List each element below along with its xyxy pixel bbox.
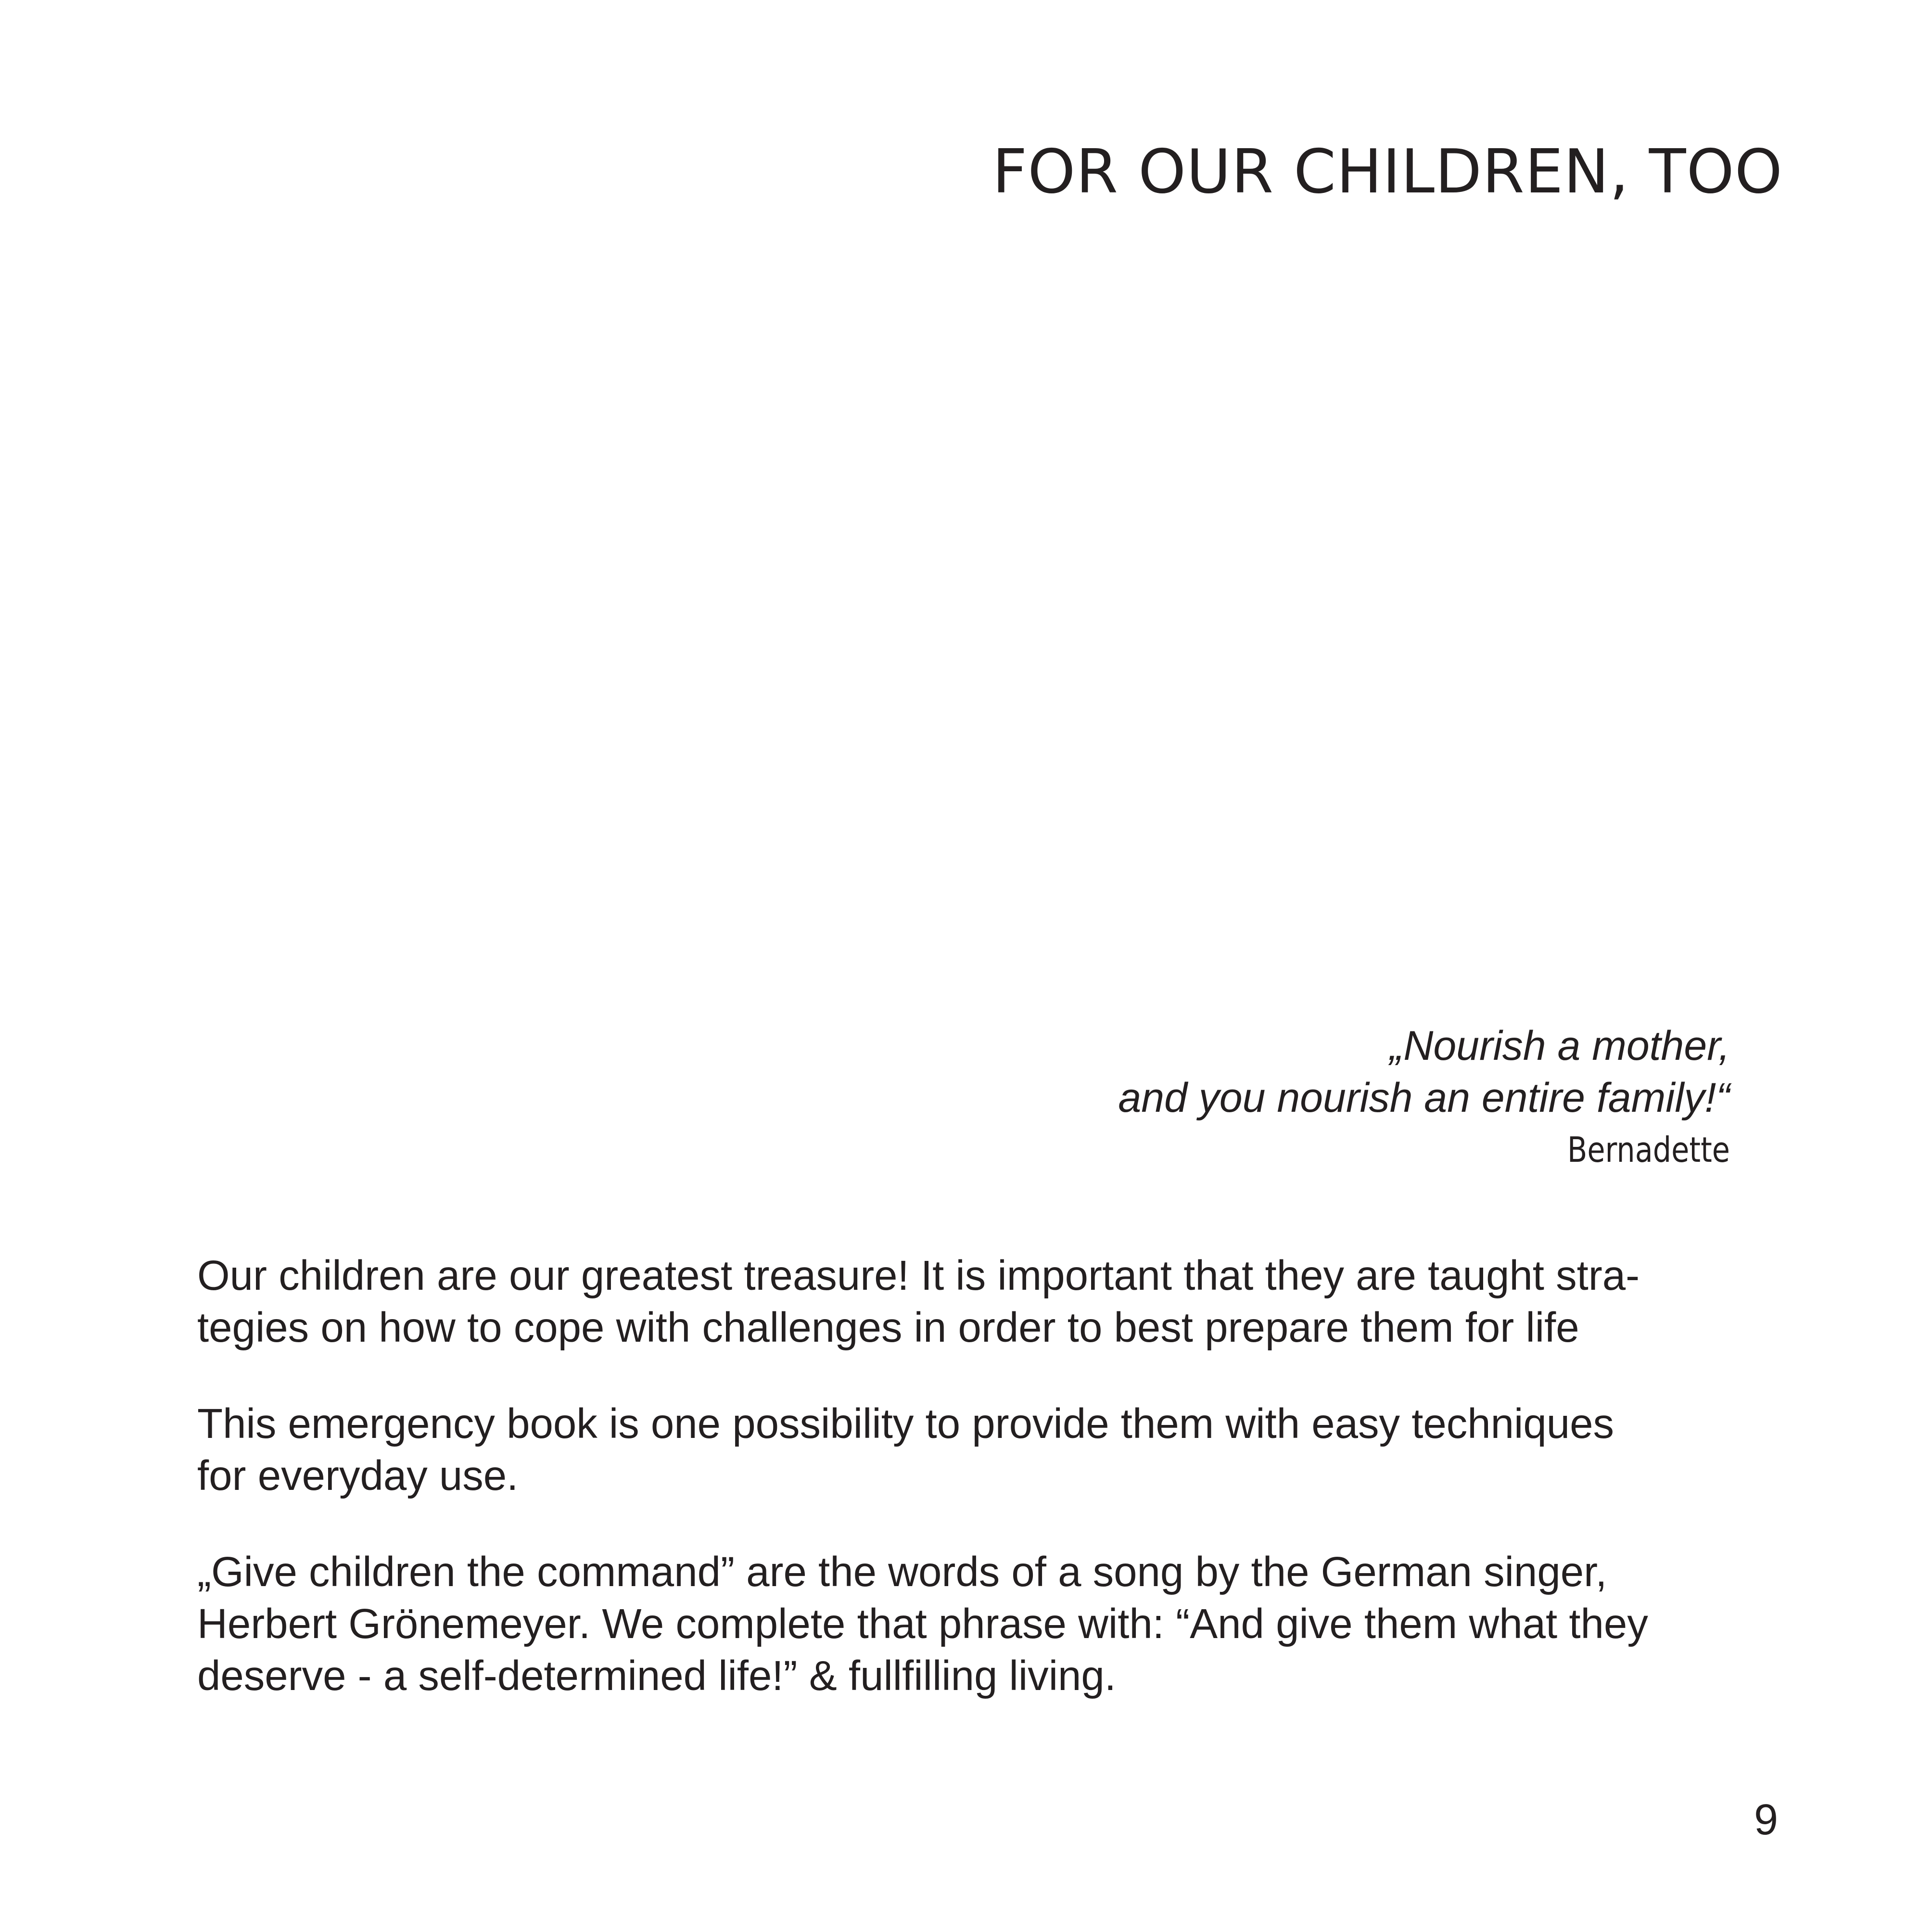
- paragraph-line: Herbert Grönemeyer. We complete that phrase with: “And give them what they: [197, 1601, 1648, 1647]
- body-text: [197, 1250, 1727, 1746]
- paragraph-line: tegies on how to cope with challenges in order to best prepare them for life: [197, 1304, 1579, 1351]
- quote-author: Bernadette: [1567, 1130, 1730, 1170]
- page-title: FOR OUR CHILDREN, TOO: [992, 136, 1783, 207]
- quote-line: „Nourish a mother,: [1389, 1023, 1730, 1069]
- paragraph-line: for everyday use.: [197, 1452, 519, 1499]
- paragraph-line: This emergency book is one possibility to provide them with easy techniques: [197, 1400, 1614, 1447]
- paragraph: [197, 1546, 1727, 1702]
- paragraph-line: „Give children the command” are the words of a song by the German singer,: [197, 1549, 1607, 1595]
- epigraph-quote: [575, 1020, 1730, 1176]
- paragraph: [197, 1398, 1727, 1502]
- paragraph-line: Our children are our greatest treasure! It is important that they are taught stra-: [197, 1252, 1640, 1299]
- paragraph: [197, 1250, 1727, 1354]
- quote-line: and you nourish an entire family!“: [1118, 1075, 1730, 1121]
- paragraph-line: deserve - a self-determined life!” & fullfilling living.: [197, 1652, 1116, 1699]
- page-number: 9: [1754, 1796, 1778, 1844]
